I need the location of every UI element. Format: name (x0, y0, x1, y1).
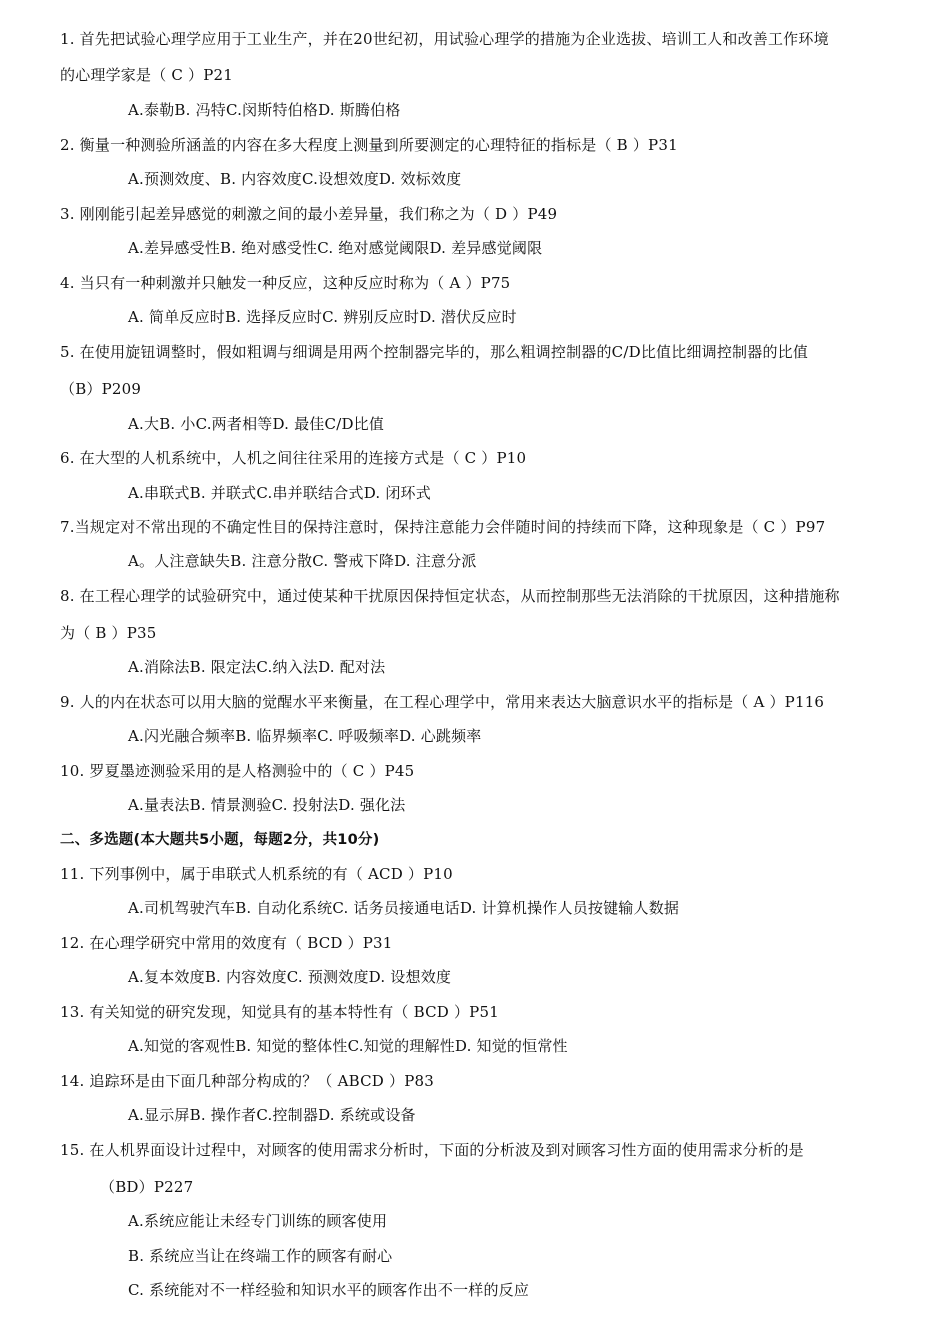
option-a: A.闪光融合频率 (128, 727, 236, 745)
question-9-options (128, 726, 482, 746)
option-d: D. 配对法 (318, 658, 386, 676)
question-11-text: 11. 下列事例中，属于串联式人机系统的有（ ACD ）P10 (60, 865, 453, 883)
option-a: A.预测效度、 (128, 170, 221, 188)
question-7-text: 7.当规定对不常出现的不确定性目的保持注意时，保持注意能力会伴随时间的持续而下降，这种现象是（ C ）P97 (60, 518, 826, 536)
option-a: A.大 (128, 415, 160, 433)
option-a: A.复本效度 (128, 968, 205, 986)
question-4-text: 4. 当只有一种刺激并只触发一种反应，这种反应时称为（ A ）P75 (60, 274, 511, 292)
question-12-text: 12. 在心理学研究中常用的效度有（ BCD ）P31 (60, 934, 393, 952)
question-9-text: 9. 人的内在状态可以用大脑的觉醒水平来衡量，在工程心理学中，常用来表达大脑意识水平的指标是（ A ）P116 (60, 693, 825, 711)
question-6-options (128, 483, 431, 503)
question-13-options (128, 1036, 568, 1056)
option-c: C. 呼吸频率 (317, 727, 400, 745)
question-15-option-b: B. 系统应当让在终端工作的顾客有耐心 (128, 1247, 393, 1265)
option-c: C. 预测效度 (286, 968, 369, 986)
option-d: D. 最佳C/D比值 (272, 415, 385, 433)
option-d: D. 计算机操作人员按键输人数据 (459, 899, 680, 917)
option-c: C. 话务员接通电话 (332, 899, 460, 917)
option-d: D. 闭环式 (363, 484, 431, 502)
question-1-options (128, 100, 401, 120)
option-b: B. 内容效度 (220, 170, 302, 188)
option-c: C.纳入法 (256, 658, 319, 676)
option-d: D. 差异感觉阈限 (429, 239, 543, 257)
question-10-text: 10. 罗夏墨迹测验采用的是人格测验中的（ C ）P45 (60, 762, 415, 780)
option-d: D. 知觉的恒常性 (454, 1037, 568, 1055)
option-b: B. 情景测验 (189, 796, 272, 814)
option-b: B. 操作者 (189, 1106, 257, 1124)
question-15-option-c: C. 系统能对不一样经验和知识水平的顾客作出不一样的反应 (128, 1281, 530, 1299)
question-8-text: 8. 在工程心理学的试验研究中，通过使某种干扰原因保持恒定状态，从而控制那些无法消除的干扰原因，这种措施称 (60, 587, 840, 605)
option-a: A.串联式 (128, 484, 190, 502)
option-c: C. 辨别反应时 (322, 308, 420, 326)
option-d: D. 心跳频率 (399, 727, 482, 745)
option-c: C.知觉的理解性 (347, 1037, 455, 1055)
question-5-options (128, 414, 384, 434)
option-a: A.知觉的客观性 (128, 1037, 236, 1055)
option-a: A.显示屏 (128, 1106, 190, 1124)
option-d: D. 潜伏反应时 (419, 308, 517, 326)
option-c: C. 绝对感觉阈限 (317, 239, 430, 257)
option-d: D. 系统或设备 (318, 1106, 416, 1124)
option-a: A.司机驾驶汽车 (128, 899, 236, 917)
option-a: A. 简单反应时 (128, 308, 225, 326)
option-c: C.闵斯特伯格 (225, 101, 319, 119)
question-4-options (128, 307, 517, 327)
option-b: B. 选择反应时 (224, 308, 323, 326)
option-b: B. 注意分散 (230, 552, 313, 570)
option-d: D. 斯腾伯格 (318, 101, 401, 119)
section-heading: 二、多选题(本大题共5小题，每题2分，共10分) (60, 832, 380, 848)
option-d: D. 强化法 (338, 796, 406, 814)
option-b: B. 绝对感受性 (220, 239, 318, 257)
option-d: D. 注意分派 (394, 552, 477, 570)
option-b: B. 自动化系统 (235, 899, 333, 917)
option-d: D. 设想效度 (368, 968, 452, 986)
question-2-text: 2. 衡量一种测验所涵盖的内容在多大程度上测量到所要测定的心理特征的指标是（ B ）P31 (60, 136, 678, 154)
question-14-options (128, 1105, 416, 1125)
option-a: A.差异感受性 (128, 239, 221, 257)
question-14-text: 14. 追踪环是由下面几种部分构成的？（ ABCD ）P83 (60, 1072, 434, 1090)
question-12-options (128, 967, 451, 987)
question-1-text: 1. 首先把试验心理学应用于工业生产，并在20世纪初，用试验心理学的措施为企业选拔、培训工人和改善工作环境 (60, 30, 829, 48)
option-b: B. 内容效度 (204, 968, 287, 986)
question-3-text: 3. 刚刚能引起差异感觉的刺激之间的最小差异量，我们称之为（ D ）P49 (60, 205, 558, 223)
question-11-options (128, 898, 679, 918)
option-b: B. 并联式 (189, 484, 257, 502)
option-c: C.设想效度 (301, 170, 379, 188)
option-a: A.消除法 (128, 658, 190, 676)
option-c: C. 投射法 (271, 796, 339, 814)
question-15-text: 15. 在人机界面设计过程中，对顾客的使用需求分析时，下面的分析波及到对顾客习性方面的使用需求分析的是 (60, 1141, 804, 1159)
question-8-text-cont: 为（ B ）P35 (60, 624, 157, 642)
question-15-text-cont: （BD）P227 (100, 1178, 194, 1196)
question-5-text-cont: （B）P209 (60, 380, 142, 398)
option-b: B. 限定法 (189, 658, 257, 676)
question-2-options (128, 169, 461, 189)
option-a: A。人注意缺失 (128, 552, 231, 570)
question-1-text-cont: 的心理学家是（ C ）P21 (60, 66, 233, 84)
option-c: C.串并联结合式 (256, 484, 364, 502)
question-15-option-a: A.系统应能让未经专门训练的顾客使用 (128, 1212, 388, 1230)
question-10-options (128, 795, 406, 815)
question-13-text: 13. 有关知觉的研究发现，知觉具有的基本特性有（ BCD ）P51 (60, 1003, 499, 1021)
option-b: B. 临界频率 (235, 727, 318, 745)
option-b: B. 冯特 (174, 101, 226, 119)
question-5-text: 5. 在使用旋钮调整时，假如粗调与细调是用两个控制器完毕的，那么粗调控制器的C/D比值比细调控制器的比值 (60, 343, 809, 361)
option-c: C. 警戒下降 (312, 552, 395, 570)
option-a: A.泰勒 (128, 101, 175, 119)
question-6-text: 6. 在大型的人机系统中，人机之间往往采用的连接方式是（ C ）P10 (60, 449, 527, 467)
option-d: D. 效标效度 (378, 170, 462, 188)
option-b: B. 知觉的整体性 (235, 1037, 348, 1055)
option-a: A.量表法 (128, 796, 190, 814)
option-c: C.控制器 (256, 1106, 319, 1124)
question-3-options (128, 238, 542, 258)
question-7-options (128, 551, 477, 571)
option-c: C.两者相等 (195, 415, 273, 433)
question-8-options (128, 657, 385, 677)
option-b: B. 小 (159, 415, 196, 433)
